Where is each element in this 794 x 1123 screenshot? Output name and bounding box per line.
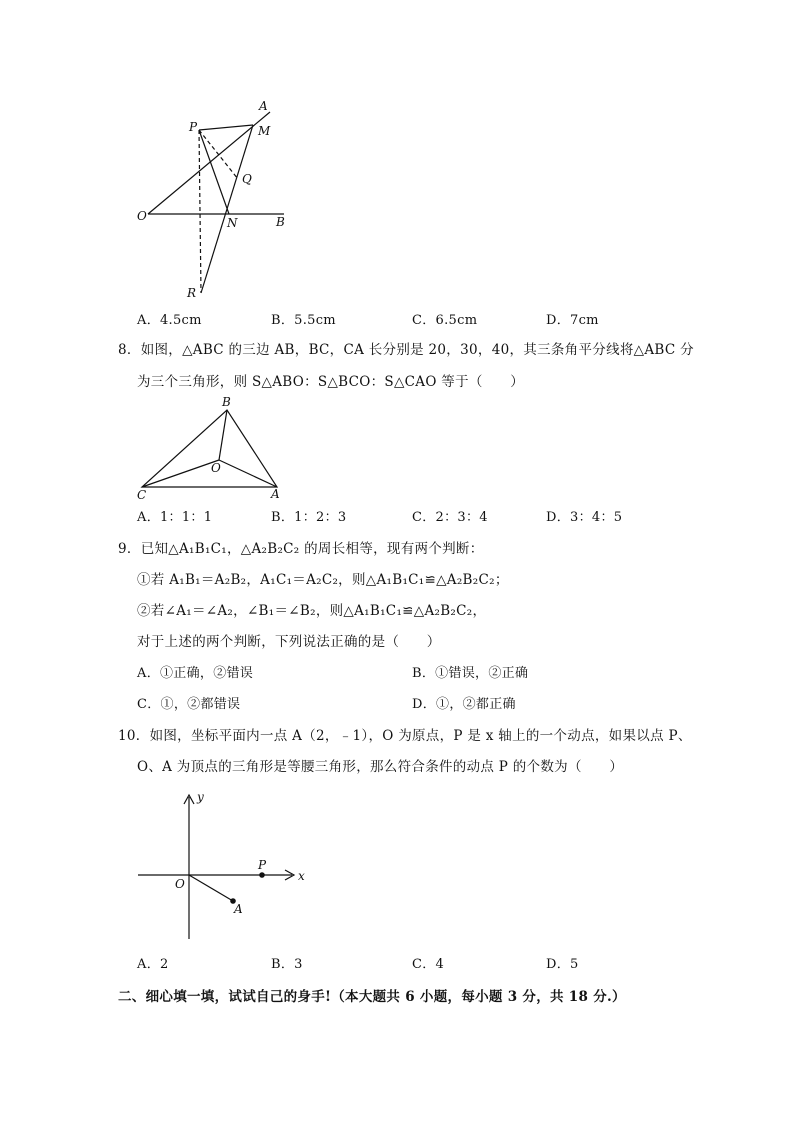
point-P bbox=[259, 872, 265, 878]
q9-option-d[interactable]: D．①，②都正确 bbox=[412, 697, 516, 712]
label-A: A bbox=[271, 487, 280, 501]
label-Q: Q bbox=[242, 172, 252, 186]
section-2-heading: 二、细心填一填，试试自己的身手!（本大题共 6 小题，每小题 3 分，共 18 分.） bbox=[118, 989, 626, 1005]
q8-option-c[interactable]: C．2：3：4 bbox=[412, 510, 488, 525]
q8-text-line1: 8．如图，△ABC 的三边 AB，BC，CA 长分别是 20，30，40，其三条角平分线将△ABC 分 bbox=[118, 342, 694, 358]
line-MR bbox=[201, 125, 253, 293]
q7-option-c[interactable]: C．6.5cm bbox=[412, 313, 478, 328]
q9-option-c[interactable]: C．①，②都错误 bbox=[137, 697, 241, 712]
figure-q10 bbox=[130, 788, 310, 944]
label-C: C bbox=[137, 488, 147, 502]
bisector-CO bbox=[142, 460, 219, 487]
q7-option-b[interactable]: B．5.5cm bbox=[271, 313, 336, 328]
q9-text-line2: ①若 A₁B₁＝A₂B₂，A₁C₁＝A₂C₂，则△A₁B₁C₁≌△A₂B₂C₂； bbox=[137, 572, 509, 588]
label-B: B bbox=[222, 395, 231, 409]
label-N: N bbox=[227, 216, 238, 230]
label-O: O bbox=[211, 461, 221, 475]
triangle-ABC bbox=[142, 410, 277, 487]
label-R: R bbox=[187, 286, 197, 300]
label-M: M bbox=[258, 124, 271, 138]
label-A: A bbox=[259, 99, 268, 113]
label-A: A bbox=[234, 902, 243, 916]
q9-option-a[interactable]: A．①正确，②错误 bbox=[137, 666, 254, 681]
dashed-PQ bbox=[199, 130, 238, 179]
dashed-PR bbox=[199, 130, 201, 293]
q9-text-line3: ②若∠A₁＝∠A₂，∠B₁＝∠B₂，则△A₁B₁C₁≌△A₂B₂C₂， bbox=[137, 603, 487, 619]
label-P: P bbox=[258, 858, 267, 872]
label-x: x bbox=[298, 869, 305, 883]
q7-option-a[interactable]: A．4.5cm bbox=[137, 313, 202, 328]
q8-option-d[interactable]: D．3：4：5 bbox=[546, 510, 623, 525]
q10-option-d[interactable]: D．5 bbox=[546, 957, 579, 972]
q10-option-a[interactable]: A．2 bbox=[137, 957, 169, 972]
bisector-BO bbox=[219, 410, 227, 460]
q10-option-b[interactable]: B．3 bbox=[271, 957, 303, 972]
line-PN bbox=[199, 130, 229, 214]
line-PM bbox=[199, 125, 253, 130]
q8-option-a[interactable]: A．1：1：1 bbox=[137, 510, 213, 525]
label-B: B bbox=[276, 215, 285, 229]
q7-option-d[interactable]: D．7cm bbox=[546, 313, 599, 328]
q9-text-line1: 9．已知△A₁B₁C₁，△A₂B₂C₂ 的周长相等，现有两个判断： bbox=[118, 541, 484, 557]
figure-q8 bbox=[130, 392, 290, 504]
q9-option-b[interactable]: B．①错误，②正确 bbox=[412, 666, 529, 681]
label-O: O bbox=[175, 877, 185, 891]
label-P: P bbox=[189, 120, 198, 134]
q8-option-b[interactable]: B．1：2：3 bbox=[271, 510, 347, 525]
q10-option-c[interactable]: C．4 bbox=[412, 957, 445, 972]
q8-text-line2: 为三个三角形，则 S△ABO：S△BCO：S△CAO 等于（ ） bbox=[137, 374, 525, 390]
q9-text-line4: 对于上述的两个判断，下列说法正确的是（ ） bbox=[137, 634, 441, 650]
q10-text-line2: O、A 为顶点的三角形是等腰三角形，那么符合条件的动点 P 的个数为（ ） bbox=[137, 759, 624, 775]
figure-q7 bbox=[130, 95, 300, 305]
label-O: O bbox=[137, 209, 147, 223]
label-y: y bbox=[197, 790, 204, 804]
segment-OA bbox=[189, 875, 233, 901]
q10-text-line1: 10．如图，坐标平面内一点 A（2，﹣1），O 为原点，P 是 x 轴上的一个动点，如果以点 P、 bbox=[118, 728, 692, 744]
